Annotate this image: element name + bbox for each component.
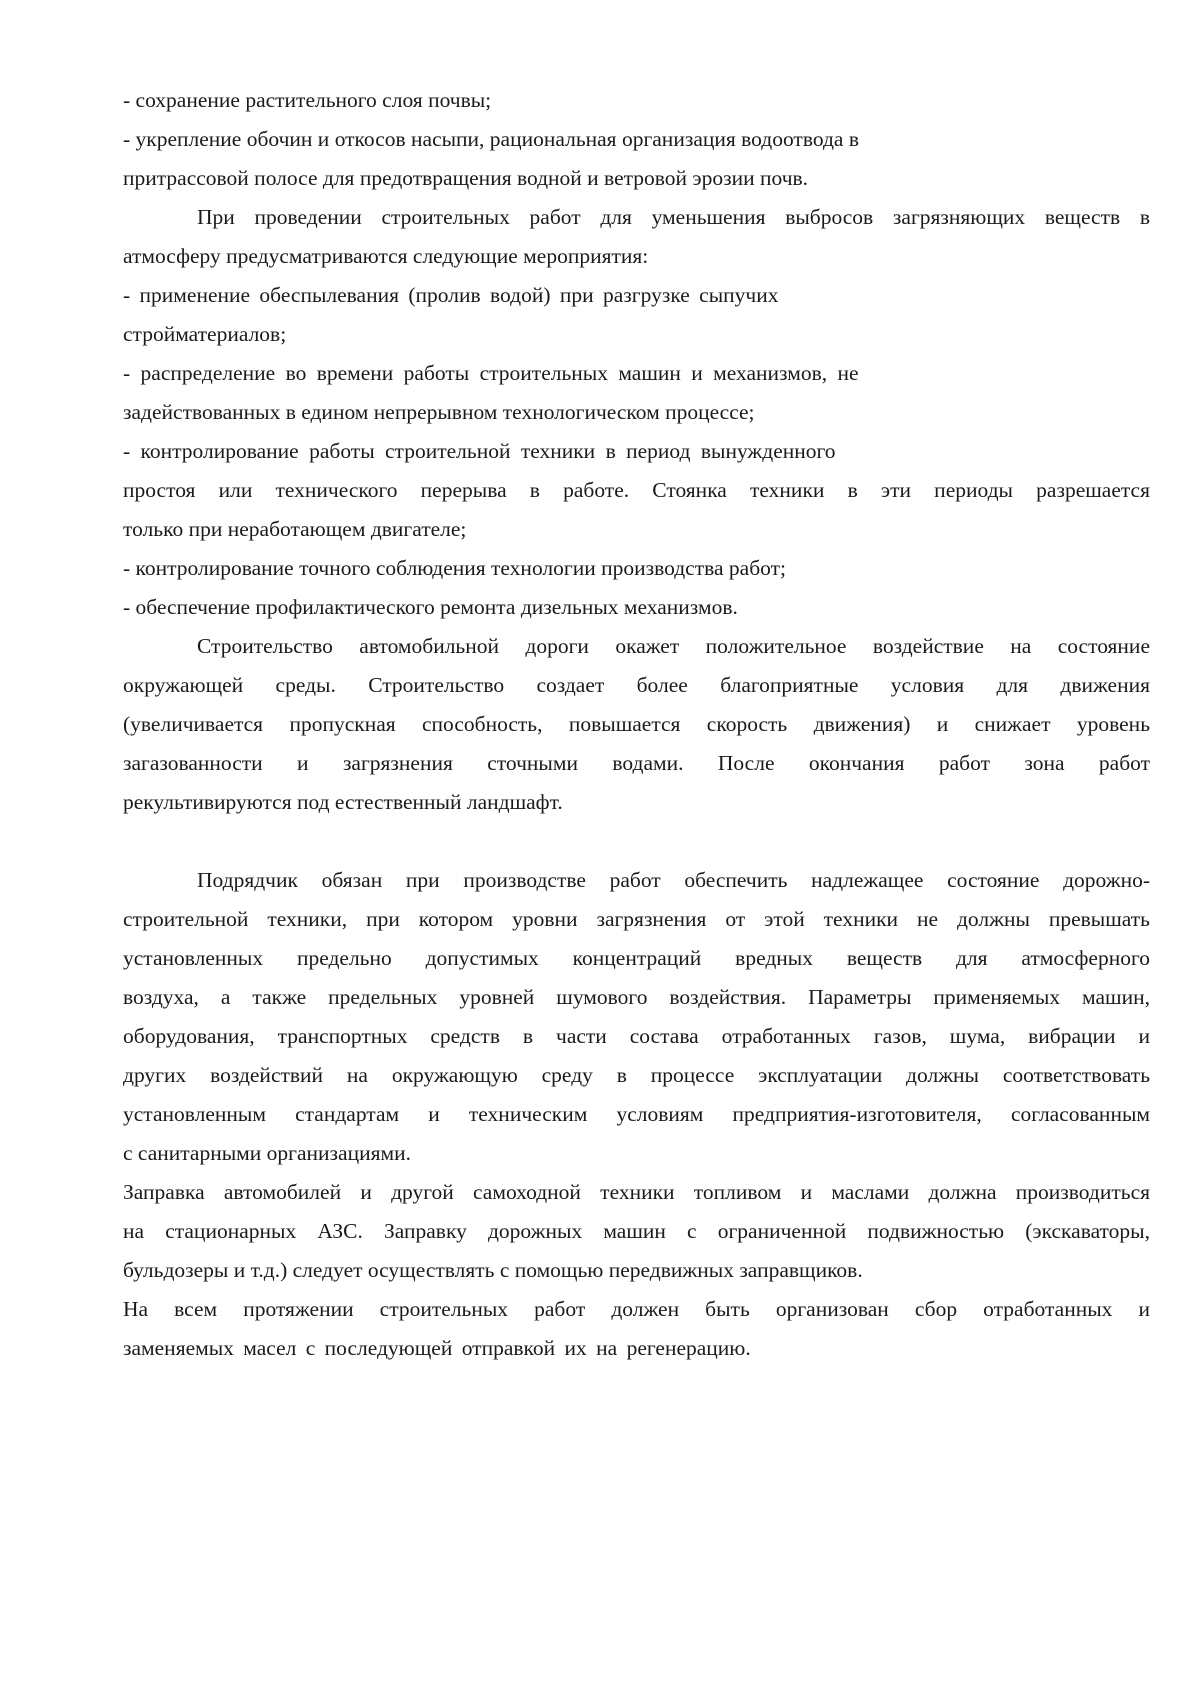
text-line: окружающей среды. Строительство создает более благоприятные условия для движения — [123, 673, 1150, 697]
text-line: Заправка автомобилей и другой самоходной техники топливом и маслами должна производиться — [123, 1180, 1150, 1204]
text-line: рекультивируются под естественный ландшафт. — [123, 790, 563, 814]
text-line: других воздействий на окружающую среду в процессе эксплуатации должны соответствовать — [123, 1063, 1150, 1087]
text-line: установленных предельно допустимых концентраций вредных веществ для атмосферного — [123, 946, 1150, 970]
text-line: бульдозеры и т.д.) следует осуществлять с помощью передвижных заправщиков. — [123, 1258, 863, 1282]
text-line: оборудования, транспортных средств в части состава отработанных газов, шума, вибрации и — [123, 1024, 1150, 1048]
text-line: - распределение во времени работы строительных машин и механизмов, не — [123, 361, 859, 385]
text-line: загазованности и загрязнения сточными водами. После окончания работ зона работ — [123, 751, 1150, 775]
text-line: - укрепление обочин и откосов насыпи, рациональная организация водоотвода в — [123, 127, 859, 151]
text-line: притрассовой полосе для предотвращения водной и ветровой эрозии почв. — [123, 166, 809, 190]
text-line: воздуха, а также предельных уровней шумового воздействия. Параметры применяемых машин, — [123, 985, 1150, 1009]
text-line: - контролирование точного соблюдения технологии производства работ; — [123, 556, 786, 580]
text-line: заменяемых масел с последующей отправкой их на регенерацию. — [123, 1336, 751, 1360]
text-line: - контролирование работы строительной техники в период вынужденного — [123, 439, 836, 463]
text-line: - обеспечение профилактического ремонта дизельных механизмов. — [123, 595, 738, 619]
text-line: (увеличивается пропускная способность, повышается скорость движения) и снижает уровень — [123, 712, 1150, 736]
text-line: атмосферу предусматриваются следующие мероприятия: — [123, 244, 649, 268]
text-line: стройматериалов; — [123, 322, 287, 346]
text-line: - применение обеспылевания (пролив водой) при разгрузке сыпучих — [123, 283, 779, 307]
text-line: установленным стандартам и техническим условиям предприятия-изготовителя, согласованным — [123, 1102, 1150, 1126]
paragraph-first-line: Подрядчик обязан при производстве работ обеспечить надлежащее состояние дорожно- — [197, 868, 1150, 892]
text-line: простоя или технического перерыва в работе. Стоянка техники в эти периоды разрешается — [123, 478, 1150, 502]
paragraph-first-line: Строительство автомобильной дороги окажет положительное воздействие на состояние — [197, 634, 1150, 658]
paragraph-first-line: При проведении строительных работ для уменьшения выбросов загрязняющих веществ в — [197, 205, 1150, 229]
text-line: задействованных в едином непрерывном технологическом процессе; — [123, 400, 755, 424]
text-line: строительной техники, при котором уровни загрязнения от этой техники не должны превышать — [123, 907, 1150, 931]
text-line: на стационарных АЗС. Заправку дорожных машин с ограниченной подвижностью (экскаваторы, — [123, 1219, 1150, 1243]
text-line: - сохранение растительного слоя почвы; — [123, 88, 492, 112]
text-line: На всем протяжении строительных работ должен быть организован сбор отработанных и — [123, 1297, 1150, 1321]
text-line: только при неработающем двигателе; — [123, 517, 467, 541]
text-line: с санитарными организациями. — [123, 1141, 411, 1165]
